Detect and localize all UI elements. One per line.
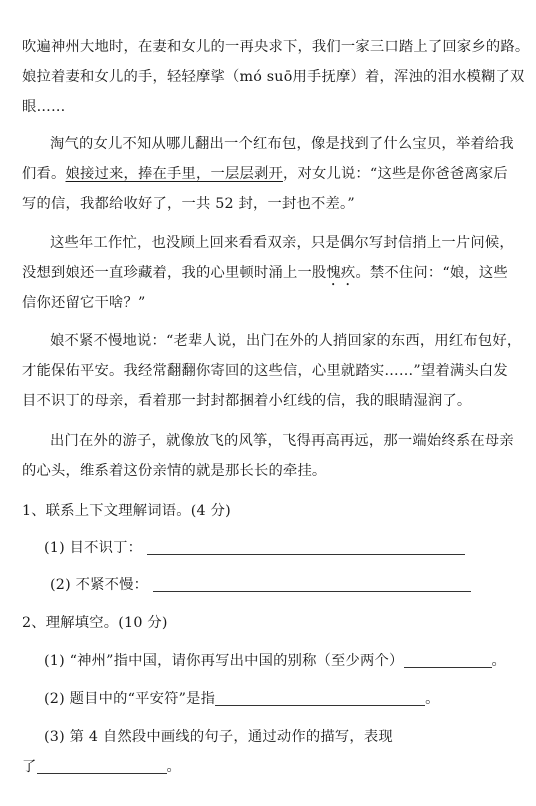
answer-blank[interactable] [215, 691, 425, 706]
underlined-sentence: 娘接过来，捧在手里，一层层剥开 [65, 166, 283, 182]
passage-text: 。禁不住问：“娘，这些 [355, 265, 508, 281]
passage-line: 出门在外的游子，就像放飞的风筝，飞得再高再远，那一端始终系在母亲 [50, 433, 514, 449]
passage-line: 眼…… [22, 99, 66, 115]
passage-line [22, 163, 508, 183]
passage-line: 淘气的女儿不知从哪儿翻出一个红布包，像是找到了什么宝贝，举着给我 [50, 136, 514, 152]
question-2-2 [44, 688, 440, 708]
passage-line: 写的信，我都给收好了，一共 52 封，一封也不差。” [22, 196, 355, 212]
question-label: (1) 目不识丁： [44, 540, 143, 556]
question-2-3-answer-line [22, 756, 181, 776]
emphasized-word: 愧疚 [326, 265, 356, 281]
question-label: (1) “神州”指中国，请你再写出中国的别称（至少两个） [44, 653, 404, 669]
punctuation: 。 [425, 691, 440, 707]
passage-line: 目不识丁的母亲，看着那一封封都捆着小红线的信，我的眼睛湿润了。 [22, 393, 472, 409]
passage-line [22, 262, 508, 289]
question-1-title: 1、联系上下文理解词语。(4 分) [22, 503, 231, 519]
question-2-1 [44, 650, 506, 670]
answer-blank[interactable] [147, 540, 465, 555]
question-1-1 [44, 537, 465, 557]
passage-line: 娘拉着妻和女儿的手，轻轻摩挲（mó suō用手抚摩）着，浑浊的泪水模糊了双 [22, 69, 525, 85]
passage-text: ，对女儿说：“这些是你爸爸离家后 [282, 166, 508, 182]
passage-line: 的心头，维系着这份亲情的就是那长长的牵挂。 [22, 463, 327, 479]
question-label: 了 [22, 759, 37, 775]
passage-text: 们看。 [22, 166, 66, 182]
punctuation: 。 [491, 653, 507, 669]
question-label: (2) 题目中的“平安符”是指 [44, 691, 216, 707]
question-label: (2) 不紧不慢： [50, 577, 149, 593]
passage-text: 没想到娘还一直珍藏着，我的心里顿时涌上一股 [22, 265, 327, 281]
passage-line: 这些年工作忙，也没顾上回来看看双亲，只是偶尔写封信捎上一片问候， [50, 235, 514, 251]
question-2-3: (3) 第 4 自然段中画线的句子，通过动作的描写，表现 [44, 729, 393, 745]
passage-line: 信你还留它干啥？” [22, 295, 146, 311]
passage-line: 才能保佑平安。我经常翻翻你寄回的这些信，心里就踏实……”望着满头白发 [22, 363, 508, 379]
punctuation: 。 [166, 759, 181, 775]
passage-line: 娘不紧不慢地说：“老辈人说，出门在外的人捎回家的东西，用红布包好， [50, 333, 522, 349]
question-2-title: 2、理解填空。(10 分) [22, 615, 168, 631]
answer-blank[interactable] [153, 577, 471, 592]
passage-line: 吹遍神州大地时，在妻和女儿的一再央求下，我们一家三口踏上了回家乡的路。 [22, 39, 530, 55]
answer-blank[interactable] [37, 759, 167, 774]
question-1-2 [50, 574, 471, 594]
answer-blank[interactable] [404, 653, 492, 668]
